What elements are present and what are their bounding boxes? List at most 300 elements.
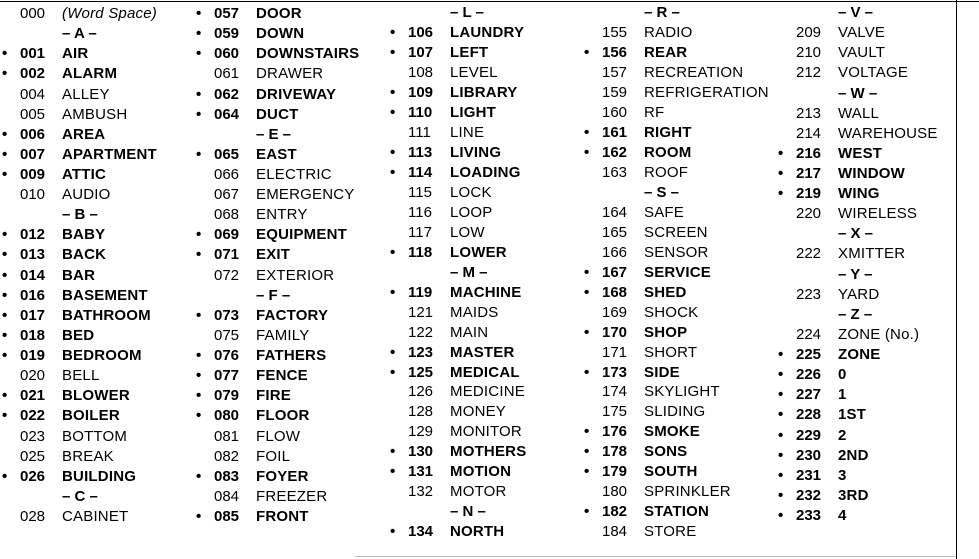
word-code: 075 bbox=[214, 326, 240, 344]
word-entry bbox=[778, 204, 968, 224]
word-label: ALARM bbox=[62, 65, 118, 83]
word-label: AREA bbox=[62, 125, 106, 143]
word-code: 017 bbox=[20, 306, 46, 324]
word-label: MONITOR bbox=[450, 423, 522, 441]
word-label: EMERGENCY bbox=[256, 186, 355, 204]
word-entry bbox=[390, 63, 580, 83]
word-label: FOIL bbox=[256, 447, 291, 465]
word-label: SIDE bbox=[644, 363, 680, 381]
word-code: 077 bbox=[214, 367, 240, 385]
word-entry bbox=[390, 522, 580, 542]
word-label: EXTERIOR bbox=[256, 266, 335, 284]
word-entry bbox=[2, 507, 192, 527]
word-label: FOYER bbox=[256, 467, 309, 485]
word-entry bbox=[196, 64, 386, 84]
word-column-5 bbox=[778, 0, 968, 559]
word-code: 002 bbox=[20, 65, 46, 83]
word-label: SHOP bbox=[644, 323, 688, 341]
word-entry bbox=[778, 43, 968, 63]
section-header-text: – F – bbox=[256, 286, 291, 304]
word-code: 216 bbox=[796, 144, 822, 162]
word-label: BASEMENT bbox=[62, 286, 148, 304]
word-entry bbox=[390, 123, 580, 143]
word-entry bbox=[390, 203, 580, 223]
word-entry bbox=[2, 406, 192, 426]
word-label: LEFT bbox=[450, 43, 489, 61]
bullet-marker: • bbox=[778, 346, 784, 363]
word-code: 000 bbox=[20, 5, 46, 22]
word-entry bbox=[2, 366, 192, 386]
word-label: BOTTOM bbox=[62, 427, 128, 445]
word-code: 069 bbox=[214, 226, 240, 244]
bullet-marker: • bbox=[778, 486, 784, 504]
word-label: ROOF bbox=[644, 163, 689, 181]
bullet-marker: • bbox=[778, 466, 784, 484]
word-code: 081 bbox=[214, 427, 240, 445]
word-entry bbox=[196, 447, 386, 467]
word-entry bbox=[196, 326, 386, 346]
bullet-marker: • bbox=[390, 83, 396, 101]
word-code: 217 bbox=[796, 165, 822, 182]
word-label: STATION bbox=[644, 503, 710, 521]
word-label: DRIVEWAY bbox=[256, 85, 337, 103]
word-code: 233 bbox=[796, 507, 822, 524]
word-label: FAMILY bbox=[256, 326, 310, 344]
word-code: 179 bbox=[602, 463, 628, 481]
word-code: 009 bbox=[20, 166, 46, 183]
word-entry bbox=[390, 402, 580, 422]
bullet-marker: • bbox=[584, 263, 590, 281]
word-code: 157 bbox=[602, 63, 628, 81]
word-label: LIGHT bbox=[450, 103, 496, 121]
word-label: STORE bbox=[644, 523, 697, 541]
bullet-marker: • bbox=[390, 243, 396, 261]
word-code: 025 bbox=[20, 447, 46, 465]
word-code: 223 bbox=[796, 285, 822, 303]
section-header-text: – B – bbox=[62, 206, 98, 224]
bullet-marker: • bbox=[2, 145, 8, 163]
word-label: LAUNDRY bbox=[450, 24, 525, 41]
bullet-marker: • bbox=[778, 144, 784, 162]
word-entry bbox=[584, 363, 774, 383]
bullet-marker: • bbox=[196, 306, 202, 324]
bullet-marker: • bbox=[390, 163, 396, 181]
word-code: 164 bbox=[602, 203, 628, 221]
word-code: 224 bbox=[796, 325, 822, 343]
word-label: EQUIPMENT bbox=[256, 226, 347, 244]
word-label: MAIN bbox=[450, 323, 489, 341]
word-code: 007 bbox=[20, 145, 46, 163]
bullet-marker: • bbox=[778, 406, 784, 424]
bullet-marker: • bbox=[778, 426, 784, 444]
word-code: 012 bbox=[20, 226, 46, 244]
section-header-text: – W – bbox=[838, 84, 878, 102]
word-code: 171 bbox=[602, 343, 628, 361]
word-code: 019 bbox=[20, 347, 46, 364]
word-code: 126 bbox=[408, 383, 434, 401]
bullet-marker: • bbox=[2, 125, 8, 143]
word-entry bbox=[778, 144, 968, 164]
section-header-text: – C – bbox=[62, 487, 98, 505]
word-code: 212 bbox=[796, 64, 822, 82]
word-label: VOLTAGE bbox=[838, 64, 909, 82]
word-label: MOTION bbox=[450, 463, 512, 481]
word-code: 065 bbox=[214, 145, 240, 163]
bullet-marker: • bbox=[196, 145, 202, 163]
word-label: RIGHT bbox=[644, 123, 692, 141]
bullet-marker: • bbox=[196, 347, 202, 364]
word-label: LIVING bbox=[450, 143, 502, 161]
word-label: DOOR bbox=[256, 5, 302, 22]
bullet-marker: • bbox=[584, 283, 590, 301]
bullet-marker: • bbox=[196, 467, 202, 485]
word-label: FREEZER bbox=[256, 487, 328, 505]
section-header-text: – N – bbox=[450, 503, 486, 521]
word-entry bbox=[2, 145, 192, 165]
bullet-marker: • bbox=[196, 246, 202, 264]
word-entry bbox=[196, 44, 386, 64]
word-entry bbox=[196, 427, 386, 447]
word-entry bbox=[2, 467, 192, 487]
word-label: BUILDING bbox=[62, 467, 137, 485]
section-header bbox=[584, 3, 774, 23]
word-entry bbox=[778, 63, 968, 83]
word-code: 182 bbox=[602, 503, 628, 521]
word-entry bbox=[196, 105, 386, 125]
word-code: 109 bbox=[408, 83, 434, 101]
bullet-marker: • bbox=[196, 367, 202, 385]
word-label: NORTH bbox=[450, 523, 505, 541]
word-code: 076 bbox=[214, 347, 240, 364]
word-code: 134 bbox=[408, 523, 434, 541]
word-label: (Word Space) bbox=[62, 5, 157, 22]
word-label: LOWER bbox=[450, 243, 507, 261]
word-entry bbox=[584, 223, 774, 243]
word-entry bbox=[2, 125, 192, 145]
word-entry bbox=[390, 243, 580, 263]
word-code: 226 bbox=[796, 366, 822, 384]
word-code: 213 bbox=[796, 104, 822, 122]
bullet-marker: • bbox=[778, 185, 784, 203]
word-code: 167 bbox=[602, 263, 628, 281]
word-code: 122 bbox=[408, 323, 434, 341]
word-label: ROOM bbox=[644, 143, 692, 161]
word-entry bbox=[778, 244, 968, 264]
word-label: DUCT bbox=[256, 105, 299, 123]
word-entry bbox=[390, 442, 580, 462]
word-label: ENTRY bbox=[256, 206, 308, 224]
bullet-marker: • bbox=[390, 283, 396, 301]
bullet-marker: • bbox=[584, 443, 590, 461]
word-code: 117 bbox=[408, 223, 432, 241]
word-entry bbox=[2, 4, 192, 24]
word-code: 173 bbox=[602, 363, 628, 381]
word-label: AMBUSH bbox=[62, 105, 128, 123]
bullet-marker: • bbox=[2, 266, 8, 284]
word-entry bbox=[196, 266, 386, 286]
word-entry bbox=[584, 143, 774, 163]
word-entry bbox=[390, 462, 580, 482]
word-label: BOILER bbox=[62, 407, 120, 425]
word-label: WING bbox=[838, 185, 880, 203]
word-entry bbox=[2, 326, 192, 346]
word-entry bbox=[584, 83, 774, 103]
word-label: MAIDS bbox=[450, 303, 499, 321]
word-label: SMOKE bbox=[644, 423, 701, 441]
word-code: 060 bbox=[214, 45, 240, 63]
word-code: 016 bbox=[20, 286, 46, 304]
word-label: WEST bbox=[838, 144, 883, 162]
word-label: AUDIO bbox=[62, 186, 111, 204]
word-entry bbox=[2, 447, 192, 467]
word-entry bbox=[196, 24, 386, 44]
word-code: 006 bbox=[20, 125, 46, 143]
word-label: SPRINKLER bbox=[644, 483, 731, 501]
word-entry bbox=[390, 83, 580, 103]
word-label: 0 bbox=[838, 366, 847, 384]
word-entry bbox=[390, 323, 580, 343]
word-label: APARTMENT bbox=[62, 145, 157, 163]
word-label: 2 bbox=[838, 426, 847, 444]
word-entry bbox=[390, 183, 580, 203]
word-code: 168 bbox=[602, 283, 628, 301]
bullet-marker: • bbox=[2, 45, 8, 63]
word-label: XMITTER bbox=[838, 245, 906, 263]
bullet-marker: • bbox=[2, 286, 8, 304]
word-code: 160 bbox=[602, 103, 628, 121]
word-entry bbox=[584, 482, 774, 502]
word-label: MOTHERS bbox=[450, 443, 527, 461]
word-label: 1ST bbox=[838, 406, 867, 424]
word-code: 062 bbox=[214, 85, 240, 103]
word-code: 155 bbox=[602, 24, 628, 41]
word-code: 184 bbox=[602, 523, 628, 541]
word-label: ALLEY bbox=[62, 85, 110, 103]
word-label: YARD bbox=[838, 285, 880, 303]
word-column-3 bbox=[390, 0, 580, 559]
word-code: 068 bbox=[214, 206, 240, 224]
word-label: MOTOR bbox=[450, 483, 507, 501]
word-entry bbox=[390, 163, 580, 183]
section-header bbox=[390, 3, 580, 23]
word-code: 169 bbox=[602, 303, 628, 321]
word-label: FATHERS bbox=[256, 347, 327, 364]
word-entry bbox=[584, 502, 774, 522]
section-header bbox=[778, 3, 968, 23]
word-code: 116 bbox=[408, 203, 432, 221]
section-header-text: – A – bbox=[62, 25, 97, 43]
bullet-marker: • bbox=[196, 5, 202, 22]
word-label: REFRIGERATION bbox=[644, 83, 769, 101]
bullet-marker: • bbox=[2, 246, 8, 264]
word-code: 085 bbox=[214, 508, 240, 525]
word-entry bbox=[390, 422, 580, 442]
word-entry bbox=[2, 306, 192, 326]
word-label: LIBRARY bbox=[450, 83, 518, 101]
word-entry bbox=[584, 283, 774, 303]
bullet-marker: • bbox=[196, 226, 202, 244]
word-entry bbox=[778, 23, 968, 43]
bullet-marker: • bbox=[390, 43, 396, 61]
word-label: MASTER bbox=[450, 343, 515, 361]
word-entry bbox=[584, 63, 774, 83]
word-entry bbox=[196, 366, 386, 386]
bullet-marker: • bbox=[2, 166, 8, 183]
word-label: FLOW bbox=[256, 427, 301, 445]
word-label: BEDROOM bbox=[62, 347, 142, 364]
word-label: REAR bbox=[644, 43, 688, 61]
word-entry bbox=[2, 286, 192, 306]
word-entry bbox=[390, 223, 580, 243]
word-entry bbox=[196, 205, 386, 225]
bullet-marker: • bbox=[778, 165, 784, 182]
word-label: FRONT bbox=[256, 508, 309, 525]
section-header bbox=[196, 286, 386, 306]
word-code: 059 bbox=[214, 25, 240, 43]
bullet-marker: • bbox=[2, 306, 8, 324]
word-label: 2ND bbox=[838, 446, 869, 464]
word-entry bbox=[778, 104, 968, 124]
section-header-text: – S – bbox=[644, 183, 680, 201]
word-entry bbox=[196, 386, 386, 406]
word-code: 175 bbox=[602, 403, 628, 421]
word-entry bbox=[584, 263, 774, 283]
word-code: 106 bbox=[408, 24, 434, 41]
word-entry bbox=[196, 85, 386, 105]
section-header-text: – Z – bbox=[838, 305, 873, 323]
word-label: SCREEN bbox=[644, 223, 708, 241]
word-code: 232 bbox=[796, 486, 822, 504]
word-code: 022 bbox=[20, 407, 46, 425]
bullet-marker: • bbox=[196, 105, 202, 123]
section-header bbox=[584, 183, 774, 203]
word-entry bbox=[778, 426, 968, 446]
section-header-text: – L – bbox=[450, 4, 484, 21]
word-entry bbox=[2, 64, 192, 84]
section-header-text: – M – bbox=[450, 263, 488, 281]
word-label: SKYLIGHT bbox=[644, 383, 720, 401]
bullet-marker: • bbox=[778, 446, 784, 464]
word-label: MACHINE bbox=[450, 283, 522, 301]
word-code: 132 bbox=[408, 483, 434, 501]
word-label: BLOWER bbox=[62, 387, 130, 405]
word-code: 180 bbox=[602, 483, 628, 501]
word-code: 129 bbox=[408, 423, 434, 441]
word-label: FACTORY bbox=[256, 306, 329, 324]
bullet-marker: • bbox=[196, 387, 202, 405]
bullet-marker: • bbox=[778, 366, 784, 384]
bullet-marker: • bbox=[2, 407, 8, 425]
word-label: BELL bbox=[62, 367, 100, 385]
word-entry bbox=[778, 184, 968, 204]
word-code: 079 bbox=[214, 387, 240, 405]
word-code: 073 bbox=[214, 306, 240, 324]
word-code: 118 bbox=[408, 243, 433, 261]
bullet-marker: • bbox=[196, 407, 202, 425]
word-entry bbox=[196, 4, 386, 24]
word-code: 023 bbox=[20, 427, 46, 445]
word-code: 004 bbox=[20, 85, 46, 103]
word-code: 231 bbox=[796, 466, 822, 484]
word-label: LOOP bbox=[450, 203, 493, 221]
word-label: SENSOR bbox=[644, 243, 709, 261]
word-code: 110 bbox=[408, 103, 433, 121]
word-entry bbox=[196, 507, 386, 527]
word-code: 028 bbox=[20, 508, 46, 525]
bullet-marker: • bbox=[2, 347, 8, 364]
word-entry bbox=[584, 462, 774, 482]
word-label: LOW bbox=[450, 223, 485, 241]
word-code: 163 bbox=[602, 163, 628, 181]
word-label: SLIDING bbox=[644, 403, 706, 421]
word-label: 3RD bbox=[838, 486, 869, 504]
bullet-marker: • bbox=[390, 24, 396, 41]
word-entry bbox=[778, 506, 968, 526]
word-entry bbox=[196, 185, 386, 205]
word-entry bbox=[778, 466, 968, 486]
section-header bbox=[2, 487, 192, 507]
word-label: BACK bbox=[62, 246, 107, 264]
word-code: 170 bbox=[602, 323, 628, 341]
word-entry bbox=[2, 44, 192, 64]
word-entry bbox=[196, 165, 386, 185]
word-entry bbox=[584, 382, 774, 402]
word-entry bbox=[390, 283, 580, 303]
section-header-text: – Y – bbox=[838, 265, 873, 283]
section-header bbox=[196, 125, 386, 145]
word-code: 222 bbox=[796, 245, 822, 263]
section-header bbox=[2, 205, 192, 225]
word-entry bbox=[390, 143, 580, 163]
word-code: 020 bbox=[20, 367, 46, 385]
word-code: 115 bbox=[408, 183, 432, 201]
word-entry bbox=[196, 225, 386, 245]
word-entry bbox=[196, 467, 386, 487]
word-label: MEDICINE bbox=[450, 383, 525, 401]
word-code: 159 bbox=[602, 83, 628, 101]
word-label: SHOCK bbox=[644, 303, 699, 321]
word-label: WIRELESS bbox=[838, 205, 918, 223]
bullet-marker: • bbox=[778, 386, 784, 404]
word-code: 178 bbox=[602, 443, 628, 461]
bullet-marker: • bbox=[584, 423, 590, 441]
word-label: ELECTRIC bbox=[256, 166, 332, 183]
bullet-marker: • bbox=[584, 123, 590, 141]
word-label: RECREATION bbox=[644, 63, 744, 81]
section-header bbox=[778, 84, 968, 104]
word-code: 166 bbox=[602, 243, 628, 261]
word-entry bbox=[778, 325, 968, 345]
word-label: LOCK bbox=[450, 183, 492, 201]
word-entry bbox=[390, 23, 580, 43]
word-code: 219 bbox=[796, 185, 822, 203]
word-code: 125 bbox=[408, 363, 434, 381]
word-label: MONEY bbox=[450, 403, 507, 421]
word-label: BREAK bbox=[62, 447, 114, 465]
bullet-marker: • bbox=[390, 463, 396, 481]
word-label: FLOOR bbox=[256, 407, 310, 425]
word-entry bbox=[2, 85, 192, 105]
bullet-marker: • bbox=[2, 226, 8, 244]
word-code: 165 bbox=[602, 223, 628, 241]
word-code: 107 bbox=[408, 43, 434, 61]
word-label: SHED bbox=[644, 283, 687, 301]
word-code: 220 bbox=[796, 205, 822, 223]
word-entry bbox=[2, 225, 192, 245]
bullet-marker: • bbox=[390, 363, 396, 381]
word-label: VAULT bbox=[838, 44, 886, 62]
word-code: 111 bbox=[408, 123, 431, 141]
